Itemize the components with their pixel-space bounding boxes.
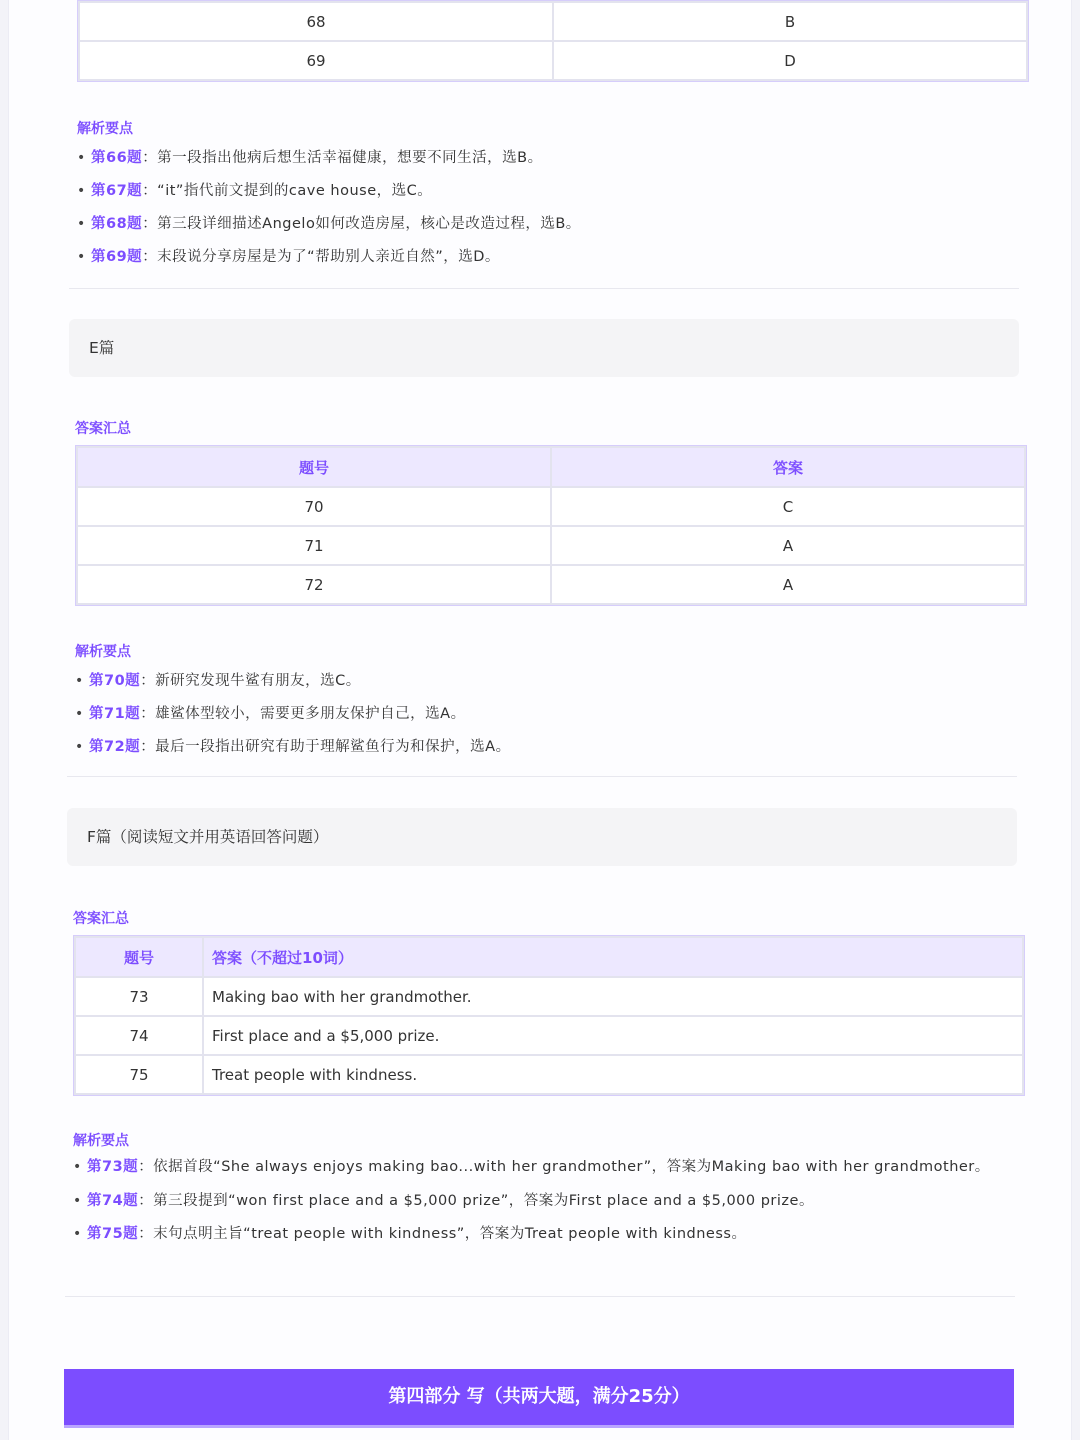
answer-cell: First place and a $5,000 prize.: [204, 1017, 1022, 1054]
answer-table-e: [75, 445, 1027, 606]
divider: [69, 288, 1019, 289]
question-label: 第74题: [87, 1193, 139, 1209]
list-item: [75, 731, 1035, 764]
table-row: [76, 1056, 1022, 1093]
answer-cell: B: [554, 3, 1026, 40]
answer-cell: Making bao with her grandmother.: [204, 978, 1022, 1015]
question-cell: 74: [76, 1017, 202, 1054]
analysis-text: ：雄鲨体型较小，需要更多朋友保护自己，选A。: [140, 706, 466, 722]
analysis-text: ：末句点明主旨“treat people with kindness”，答案为Treat people with kindness。: [138, 1226, 747, 1242]
table-row: [78, 527, 1024, 564]
summary-title: 答案汇总: [75, 421, 131, 437]
table-row: [76, 1017, 1022, 1054]
answer-cell: C: [552, 488, 1024, 525]
answer-table: [74, 936, 1024, 1095]
divider: [65, 1296, 1015, 1297]
analysis-text: ：最后一段指出研究有助于理解鲨鱼行为和保护，选A。: [140, 739, 511, 755]
analysis-text: ：末段说分享房屋是为了“帮助别人亲近自然”，选D。: [142, 249, 500, 265]
analysis-text: ：第三段详细描述Angelo如何改造房屋，核心是改造过程，选B。: [142, 216, 581, 232]
list-item: [73, 1218, 1015, 1251]
passage-heading-e: E篇: [69, 319, 1019, 377]
analysis-text: ：依据首段“She always enjoys making bao...with her grandmother”，答案为Making bao with her grandmother。: [138, 1159, 990, 1175]
table-row: [78, 488, 1024, 525]
document-page: [8, 0, 1072, 1440]
list-item: [73, 1152, 1015, 1182]
analysis-text: ：“it”指代前文提到的cave house，选C。: [142, 183, 433, 199]
analysis-list: [77, 142, 1037, 274]
analysis-list: [75, 665, 1035, 764]
table-row: [80, 3, 1026, 40]
header-answer: 答案（不超过10词）: [204, 938, 1022, 976]
summary-title: 答案汇总: [73, 911, 129, 927]
list-item: [77, 142, 1037, 175]
question-cell: 73: [76, 978, 202, 1015]
list-item: [77, 175, 1037, 208]
analysis-list: [73, 1152, 1015, 1251]
question-label: 第73题: [87, 1159, 139, 1175]
list-item: [73, 1185, 1015, 1218]
list-item: [75, 698, 1035, 731]
answer-cell: Treat people with kindness.: [204, 1056, 1022, 1093]
analysis-text: ：第一段指出他病后想生活幸福健康，想要不同生活，选B。: [142, 150, 543, 166]
header-question: 题号: [76, 938, 202, 976]
table-header-row: [76, 938, 1022, 976]
analysis-title: 解析要点: [75, 644, 131, 660]
header-question: 题号: [78, 448, 550, 486]
analysis-text: ：新研究发现牛鲨有朋友，选C。: [140, 673, 361, 689]
analysis-text: ：第三段提到“won first place and a $5,000 prize”，答案为First place and a $5,000 prize。: [138, 1193, 814, 1209]
question-cell: 68: [80, 3, 552, 40]
question-cell: 70: [78, 488, 550, 525]
header-answer: 答案: [552, 448, 1024, 486]
passage-heading-f: F篇（阅读短文并用英语回答问题）: [67, 808, 1017, 866]
list-item: [77, 241, 1037, 274]
list-item: [75, 665, 1035, 698]
section-banner: 第四部分 写（共两大题，满分25分）: [64, 1369, 1014, 1425]
question-label: 第69题: [91, 249, 143, 265]
divider: [67, 776, 1017, 777]
question-label: 第68题: [91, 216, 143, 232]
question-label: 第66题: [91, 150, 143, 166]
table-row: [76, 978, 1022, 1015]
question-cell: 69: [80, 42, 552, 79]
answer-cell: D: [554, 42, 1026, 79]
question-cell: 75: [76, 1056, 202, 1093]
answer-cell: A: [552, 566, 1024, 603]
answer-table-f: [73, 935, 1025, 1096]
question-label: 第71题: [89, 706, 141, 722]
answer-table: [78, 1, 1028, 81]
table-header-row: [78, 448, 1024, 486]
question-label: 第72题: [89, 739, 141, 755]
answer-table: [76, 446, 1026, 605]
analysis-title: 解析要点: [73, 1133, 129, 1149]
question-cell: 72: [78, 566, 550, 603]
list-item: [77, 208, 1037, 241]
question-cell: 71: [78, 527, 550, 564]
table-row: [78, 566, 1024, 603]
answer-cell: A: [552, 527, 1024, 564]
question-label: 第70题: [89, 673, 141, 689]
table-row: [80, 42, 1026, 79]
answer-table-d: [77, 0, 1029, 82]
question-label: 第75题: [87, 1226, 139, 1242]
question-label: 第67题: [91, 183, 143, 199]
analysis-title: 解析要点: [77, 121, 133, 137]
